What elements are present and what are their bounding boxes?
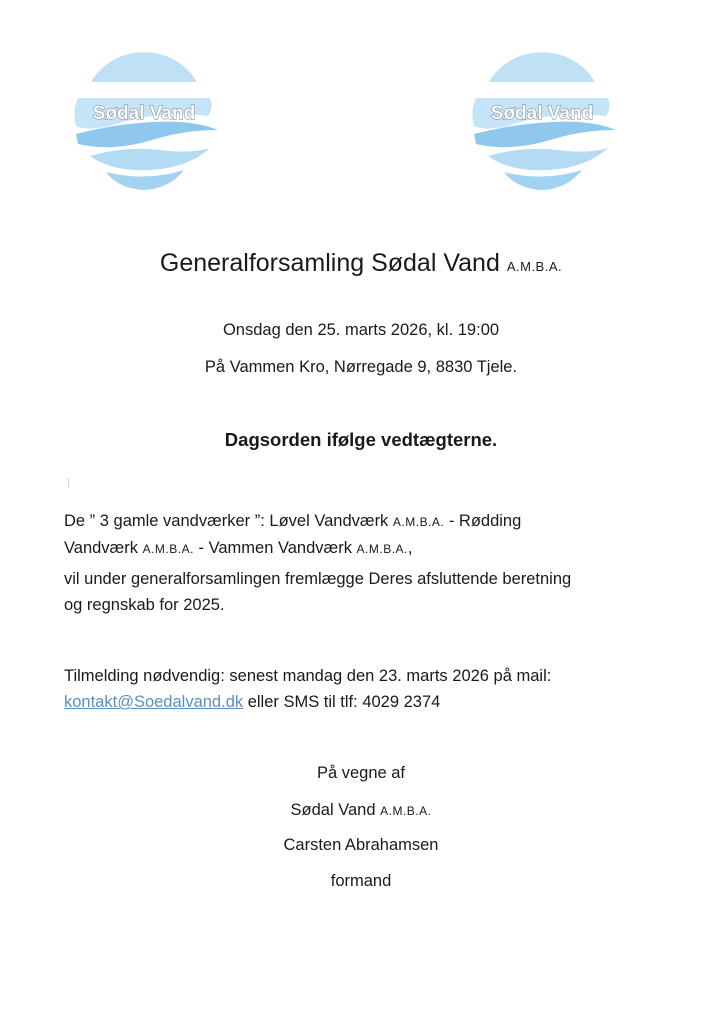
waterworks-end: , [407,539,413,557]
signature-org [0,801,722,820]
water-drop-logo-icon [462,44,622,194]
email-link[interactable]: kontakt@Soedalvand.dk [64,693,244,711]
signature-org-suffix: A.M.B.A. [380,804,432,818]
waterworks-sep: - Rødding [444,512,522,530]
logo-left [64,44,224,194]
waterworks-sep: - Vammen Vandværk [193,539,352,557]
report-line1: vil under generalforsamlingen fremlægge Deres afsluttende beretning [64,570,572,588]
registration-line1: Tilmelding nødvendig: senest mandag den 23. marts 2026 på mail: [64,667,552,685]
scan-mark [68,478,69,488]
amba-label: A.M.B.A. [142,542,194,556]
amba-label: A.M.B.A. [392,515,445,529]
logo-text: Sødal Vand [92,103,196,124]
signature-on-behalf: På vegne af [316,764,406,782]
signature-name: Carsten Abrahamsen [283,836,439,854]
logo-text: Sødal Vand [490,103,594,124]
waterworks-paragraph [64,508,664,562]
agenda-heading: Dagsorden ifølge vedtægterne. [224,429,498,450]
page-title [0,249,722,278]
water-drop-logo-icon [64,44,224,194]
registration-phone: eller SMS til tlf: 4029 2374 [243,693,441,711]
title-main: Generalforsamling Sødal Vand [159,249,500,277]
registration-paragraph [64,663,664,715]
title-suffix: A.M.B.A. [506,259,563,274]
waterworks-intro: De ” 3 gamle vandværker ”: Løvel Vandværk [64,512,389,530]
report-paragraph [64,566,664,618]
logo-right [462,44,622,194]
amba-label: A.M.B.A. [356,542,408,556]
signature-role: formand [330,872,392,890]
waterworks-line2: Vandværk [64,539,138,557]
meeting-date: Onsdag den 25. marts 2026, kl. 19:00 [222,321,500,339]
meeting-location: På Vammen Kro, Nørregade 9, 8830 Tjele. [204,358,518,376]
report-line2: og regnskab for 2025. [64,596,225,614]
signature-org-name: Sødal Vand [290,801,376,819]
